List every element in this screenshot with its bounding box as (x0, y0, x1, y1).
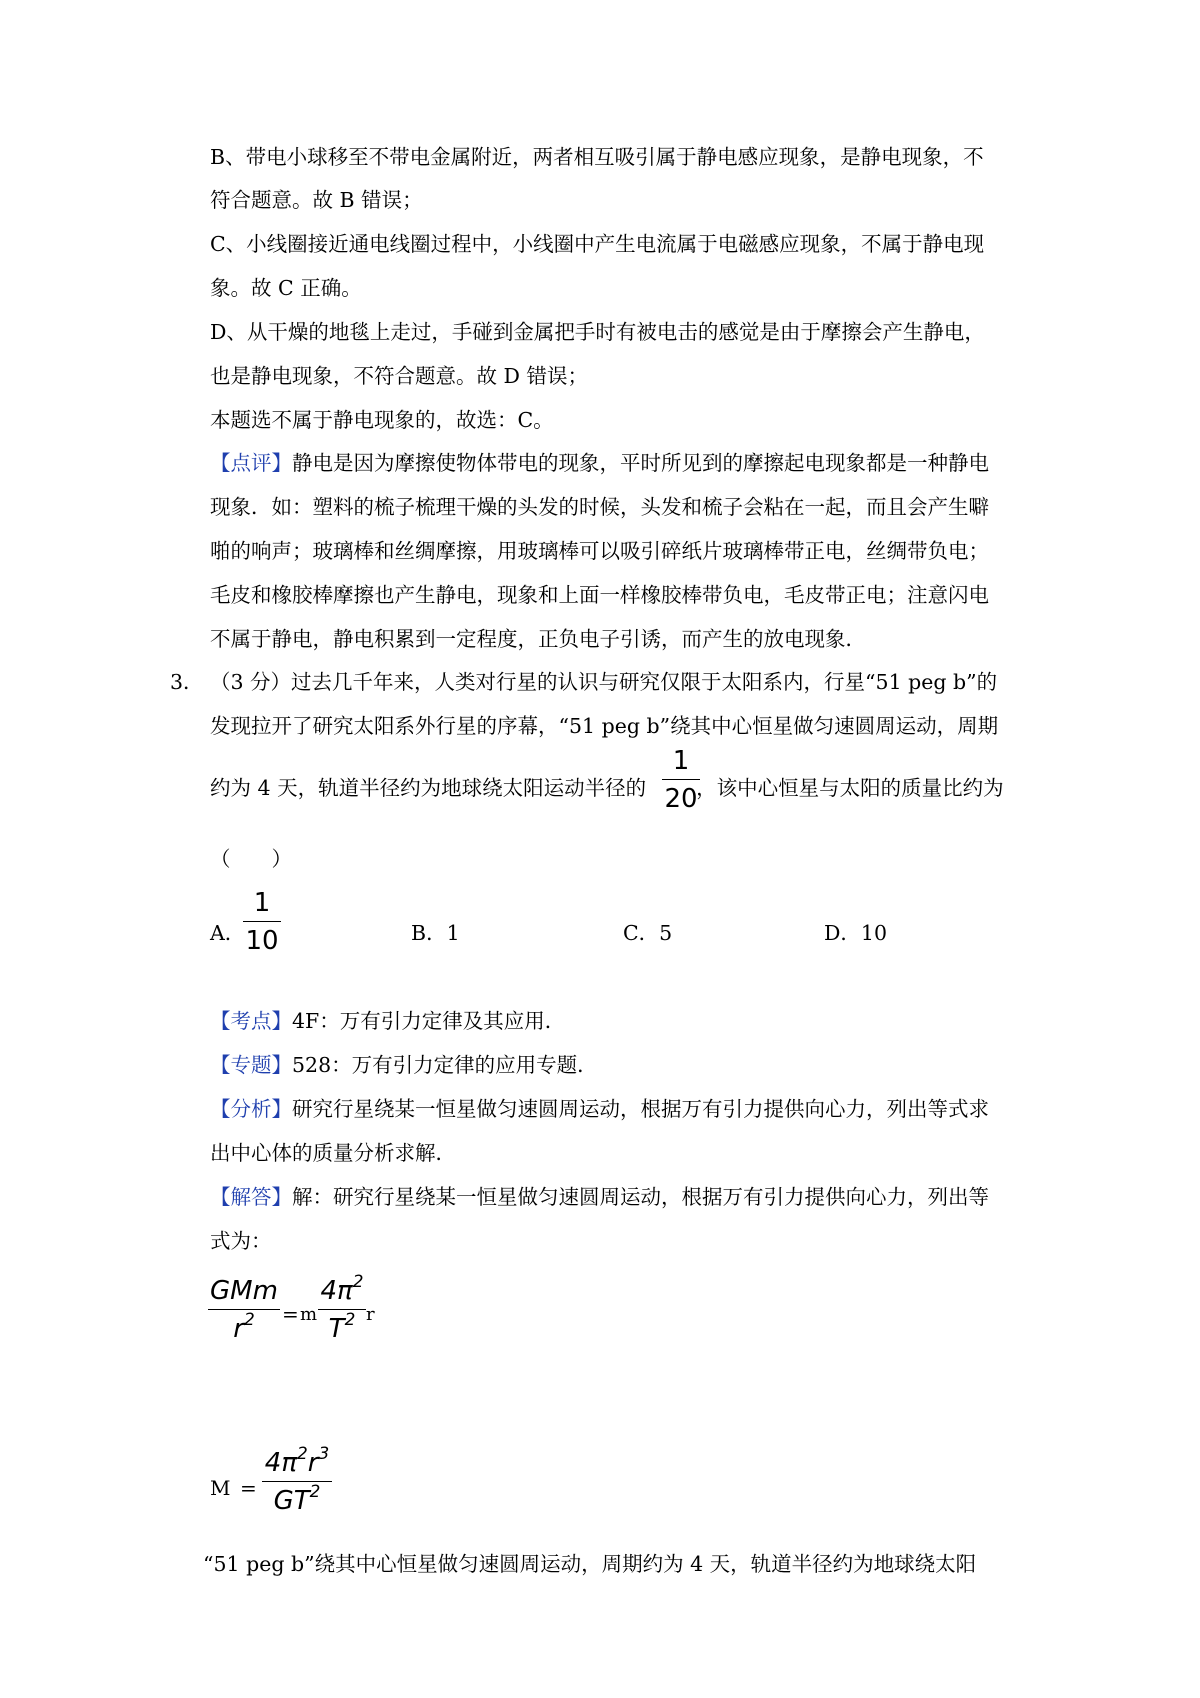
answer-conclusion: 本题选不属于静电现象的，故选：C。 (210, 408, 554, 432)
comment-text-1: 静电是因为摩擦使物体带电的现象，平时所见到的摩擦起电现象都是一种静电 (292, 451, 989, 475)
eq2-denominator: $GT^2$ (273, 1481, 321, 1516)
fraction-bar (662, 779, 700, 780)
last-line: “51 peg b”绕其中心恒星做匀速圆周运动，周期约为 4 天，轨道半径约为地球绕太阳 (203, 1552, 977, 1576)
eq1-lhs-denominator: $r^2$ (233, 1309, 255, 1344)
eq2-equals: = (240, 1476, 257, 1500)
eq1-m: m (300, 1304, 318, 1325)
option-c-explanation-line1: C、小线圈接近通电线圈过程中，小线圈中产生电流属于电磁感应现象，不属于静电现 (210, 232, 985, 256)
jieda-text-1: 解：研究行星绕某一恒星做匀速圆周运动，根据万有引力提供向心力，列出等 (292, 1185, 989, 1209)
fraction-numerator: 1 (672, 746, 690, 776)
fenxi-tag: 【分析】 (210, 1097, 292, 1121)
question-line3-post: ，该中心恒星与太阳的质量比约为 (696, 776, 1004, 800)
option-a-denominator: 10 (245, 926, 279, 956)
option-a-fraction-bar (243, 921, 281, 922)
option-c-explanation-line2: 象。故 C 正确。 (210, 276, 362, 300)
eq1-equals: = (282, 1302, 299, 1326)
eq2-bar (262, 1481, 332, 1482)
eq2-lhs: M (210, 1476, 231, 1500)
jieda-tag: 【解答】 (210, 1185, 292, 1209)
option-d-explanation-line2: 也是静电现象，不符合题意。故 D 错误； (210, 364, 588, 388)
kaodian-line (210, 1005, 1030, 1037)
option-b: B．1 (411, 921, 460, 945)
eq1-rhs-denominator: $T^2$ (328, 1309, 356, 1344)
option-a-fraction (243, 890, 281, 954)
zhuanti-line (210, 1049, 1030, 1081)
question-number: 3． (170, 670, 204, 694)
answer-blank: （ ） (210, 847, 292, 871)
fenxi-line1 (210, 1093, 1030, 1125)
jieda-line2: 式为： (210, 1229, 272, 1253)
option-b-explanation-line1: B、带电小球移至不带电金属附近，两者相互吸引属于静电感应现象，是静电现象，不 (210, 145, 984, 169)
eq1-lhs-fraction (208, 1278, 280, 1342)
option-a-numerator: 1 (253, 888, 271, 918)
option-a-label: A． (210, 921, 246, 945)
question-line1: （3 分）过去几千年来，人类对行星的认识与研究仅限于太阳系内，行星“51 peg b”的 (210, 670, 998, 694)
eq1-rhs-numerator: $4\pi^2$ (320, 1271, 364, 1306)
option-c: C．5 (623, 921, 673, 945)
zhuanti-tag: 【专题】 (210, 1053, 292, 1077)
comment-line3: 啪的响声；玻璃棒和丝绸摩擦，用玻璃棒可以吸引碎纸片玻璃棒带正电，丝绸带负电； (210, 539, 989, 563)
option-d: D．10 (824, 921, 888, 945)
eq1-lhs-numerator: GMm (210, 1276, 278, 1306)
comment-line2: 现象．如：塑料的梳子梳理干燥的头发的时候，头发和梳子会粘在一起，而且会产生噼 (210, 495, 989, 519)
kaodian-text: 4F：万有引力定律及其应用． (292, 1009, 566, 1033)
option-d-explanation-line1: D、从干燥的地毯上走过，手碰到金属把手时有被电击的感觉是由于摩擦会产生静电， (210, 320, 985, 344)
fenxi-text-1: 研究行星绕某一恒星做匀速圆周运动，根据万有引力提供向心力，列出等式求 (292, 1097, 989, 1121)
option-b-explanation-line2: 符合题意。故 B 错误； (210, 188, 423, 212)
comment-line5: 不属于静电，静电积累到一定程度，正负电子引诱，而产生的放电现象． (210, 627, 866, 651)
comment-line1 (210, 447, 1030, 479)
comment-tag: 【点评】 (210, 451, 292, 475)
jieda-line1 (210, 1181, 1030, 1213)
eq1-rhs-fraction (318, 1271, 366, 1344)
fenxi-line2: 出中心体的质量分析求解． (210, 1141, 456, 1165)
fraction-denominator: 20 (664, 784, 698, 814)
comment-line4: 毛皮和橡胶棒摩擦也产生静电，现象和上面一样橡胶棒带负电，毛皮带正电；注意闪电 (210, 583, 989, 607)
eq2-numerator: $4\pi^2r^3$ (264, 1443, 330, 1478)
question-line2: 发现拉开了研究太阳系外行星的序幕，“51 peg b”绕其中心恒星做匀速圆周运动，周期 (210, 714, 999, 738)
radius-ratio-fraction (662, 748, 700, 812)
eq1-r: r (366, 1304, 375, 1325)
kaodian-tag: 【考点】 (210, 1009, 292, 1033)
question-line3-pre: 约为 4 天，轨道半径约为地球绕太阳运动半径的 (210, 776, 647, 800)
eq1-rhs-bar (318, 1309, 366, 1310)
question-line3 (210, 772, 1030, 804)
zhuanti-text: 528：万有引力定律的应用专题． (292, 1053, 598, 1077)
eq2-fraction (262, 1443, 332, 1516)
